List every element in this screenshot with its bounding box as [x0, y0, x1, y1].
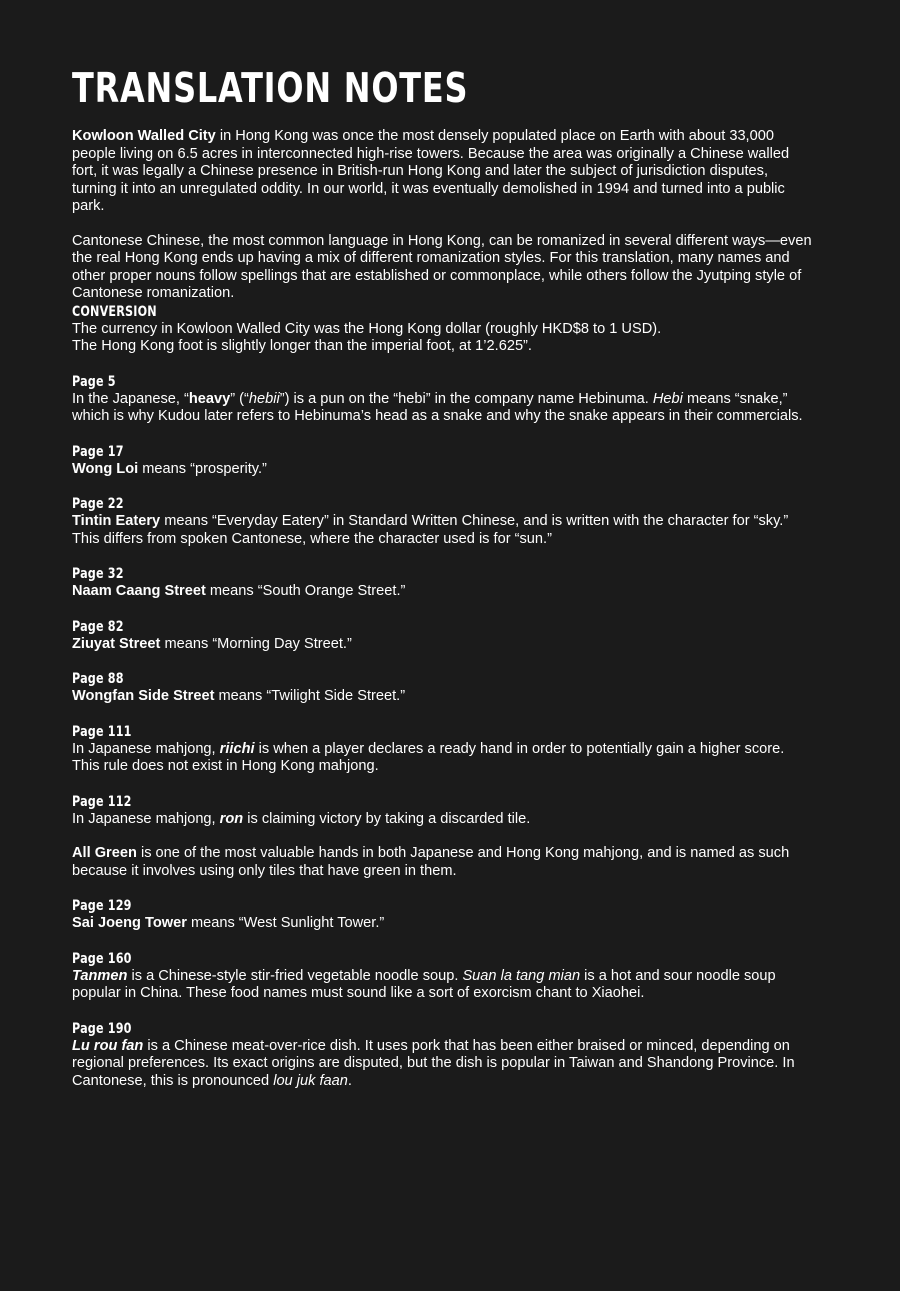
term-sai-joeng-tower: Sai Joeng Tower — [72, 915, 187, 931]
term-heavy: heavy — [188, 390, 231, 407]
note-heading: Page 88 — [72, 671, 124, 687]
note-text: Naam Caang Street means “South Orange Street.” — [72, 583, 406, 599]
note-heading: Page 112 — [72, 793, 132, 810]
note-heading: Page 190 — [72, 1020, 132, 1037]
term-tintin-eatery: Tintin Eatery — [72, 513, 161, 529]
note-page-17 — [72, 443, 812, 479]
note-text-all-green: All Green is one of the most valuable hands in both Japanese and Hong Kong mahjong, and is named as such because it involves using only tiles that have green in them. — [72, 845, 790, 879]
note-text: In the Japanese, “heavy” (“hebii”) is a pun on the “hebi” in the company name Hebinuma. Hebi means “snake,” which is why Kudou later refers to Hebinuma’s head as a snake and why the snake appears in their commercials. — [72, 390, 803, 424]
note-heading: Page 5 — [72, 373, 116, 390]
intro-kowloon-paragraph: Kowloon Walled City in Hong Kong was once the most densely populated place on Earth with about 33,000 people living on 6.5 acres in interconnected high-rise towers. Because the area was originally a Chinese walled fort, it was legally a Chinese presence in British-run Hong Kong and later the subject of jurisdiction disputes, turning it into an unregulated oddity. In our world, it was eventually demolished in 1994 and turned into a public park. — [72, 128, 790, 214]
note-text: Sai Joeng Tower means “West Sunlight Tower.” — [72, 915, 385, 931]
intro-cantonese-paragraph: Cantonese Chinese, the most common language in Hong Kong, can be romanized in several different ways—even the real Hong Kong ends up having a mix of different romanization styles. For this translation, many names and other proper nouns follow spellings that are established or commonplace, while others follow the Jyutping style of Cantonese romanization. — [72, 232, 812, 301]
note-page-160 — [72, 950, 812, 1003]
note-heading: Page 82 — [72, 618, 124, 635]
term-riichi: riichi — [219, 740, 255, 757]
term-ron: ron — [219, 810, 244, 827]
conversion-section — [72, 303, 812, 356]
note-page-22 — [72, 495, 812, 548]
note-page-82 — [72, 618, 812, 654]
term-ziuyat-street: Ziuyat Street — [72, 635, 161, 652]
conversion-currency: The currency in Kowloon Walled City was the Hong Kong dollar (roughly HKD$8 to 1 USD). — [72, 320, 662, 337]
note-text: Lu rou fan is a Chinese meat-over-rice dish. It uses pork that has been either braised or minced, depending on regional preferences. Its exact origins are disputed, but the dish is popular in Taiwan and Shandong Province. In Cantonese, this is pronounced lou juk faan. — [72, 1037, 795, 1089]
note-heading: Page 111 — [72, 723, 132, 740]
note-heading: Page 32 — [72, 566, 124, 582]
note-text: In Japanese mahjong, riichi is when a player declares a ready hand in order to potentially gain a higher score. This rule does not exist in Hong Kong mahjong. — [72, 740, 785, 774]
note-text: Ziuyat Street means “Morning Day Street.” — [72, 635, 352, 652]
note-page-5 — [72, 373, 812, 426]
term-all-green: All Green — [72, 845, 137, 861]
note-text: Tintin Eatery means “Everyday Eatery” in Standard Written Chinese, and is written with the character for “sky.” This differs from spoken Cantonese, where the character used is for “sun.” — [72, 513, 789, 547]
note-heading: Page 22 — [72, 496, 124, 512]
note-text: Tanmen is a Chinese-style stir-fried vegetable noodle soup. Suan la tang mian is a hot and sour noodle soup popular in China. These food names must sound like a sort of exorcism chant to Xiaohei. — [72, 967, 776, 1001]
term-wongfan-side-street: Wongfan Side Street — [72, 688, 215, 704]
note-heading: Page 129 — [72, 898, 132, 914]
term-naam-caang-street: Naam Caang Street — [72, 583, 206, 599]
note-page-129 — [72, 897, 812, 933]
note-page-190 — [72, 1020, 812, 1091]
note-text: Wong Loi means “prosperity.” — [72, 460, 267, 477]
note-heading: Page 160 — [72, 950, 132, 967]
term-kowloon-walled-city: Kowloon Walled City — [72, 128, 216, 144]
term-lu-rou-fan: Lu rou fan — [72, 1037, 144, 1054]
page-title: TRANSLATION NOTES — [72, 64, 469, 112]
note-page-88 — [72, 670, 812, 706]
conversion-foot: The Hong Kong foot is slightly longer than the imperial foot, at 1’2.625”. — [72, 338, 532, 354]
conversion-heading: CONVERSION — [72, 303, 157, 320]
term-wong-loi: Wong Loi — [72, 460, 139, 477]
translation-notes-page — [72, 62, 812, 1090]
term-tanmen: Tanmen — [72, 967, 128, 984]
note-page-112 — [72, 793, 812, 881]
note-page-32 — [72, 565, 812, 601]
note-text: In Japanese mahjong, ron is claiming victory by taking a discarded tile. — [72, 810, 531, 827]
note-page-111 — [72, 723, 812, 776]
note-text: Wongfan Side Street means “Twilight Side Street.” — [72, 688, 406, 704]
note-heading: Page 17 — [72, 443, 124, 460]
